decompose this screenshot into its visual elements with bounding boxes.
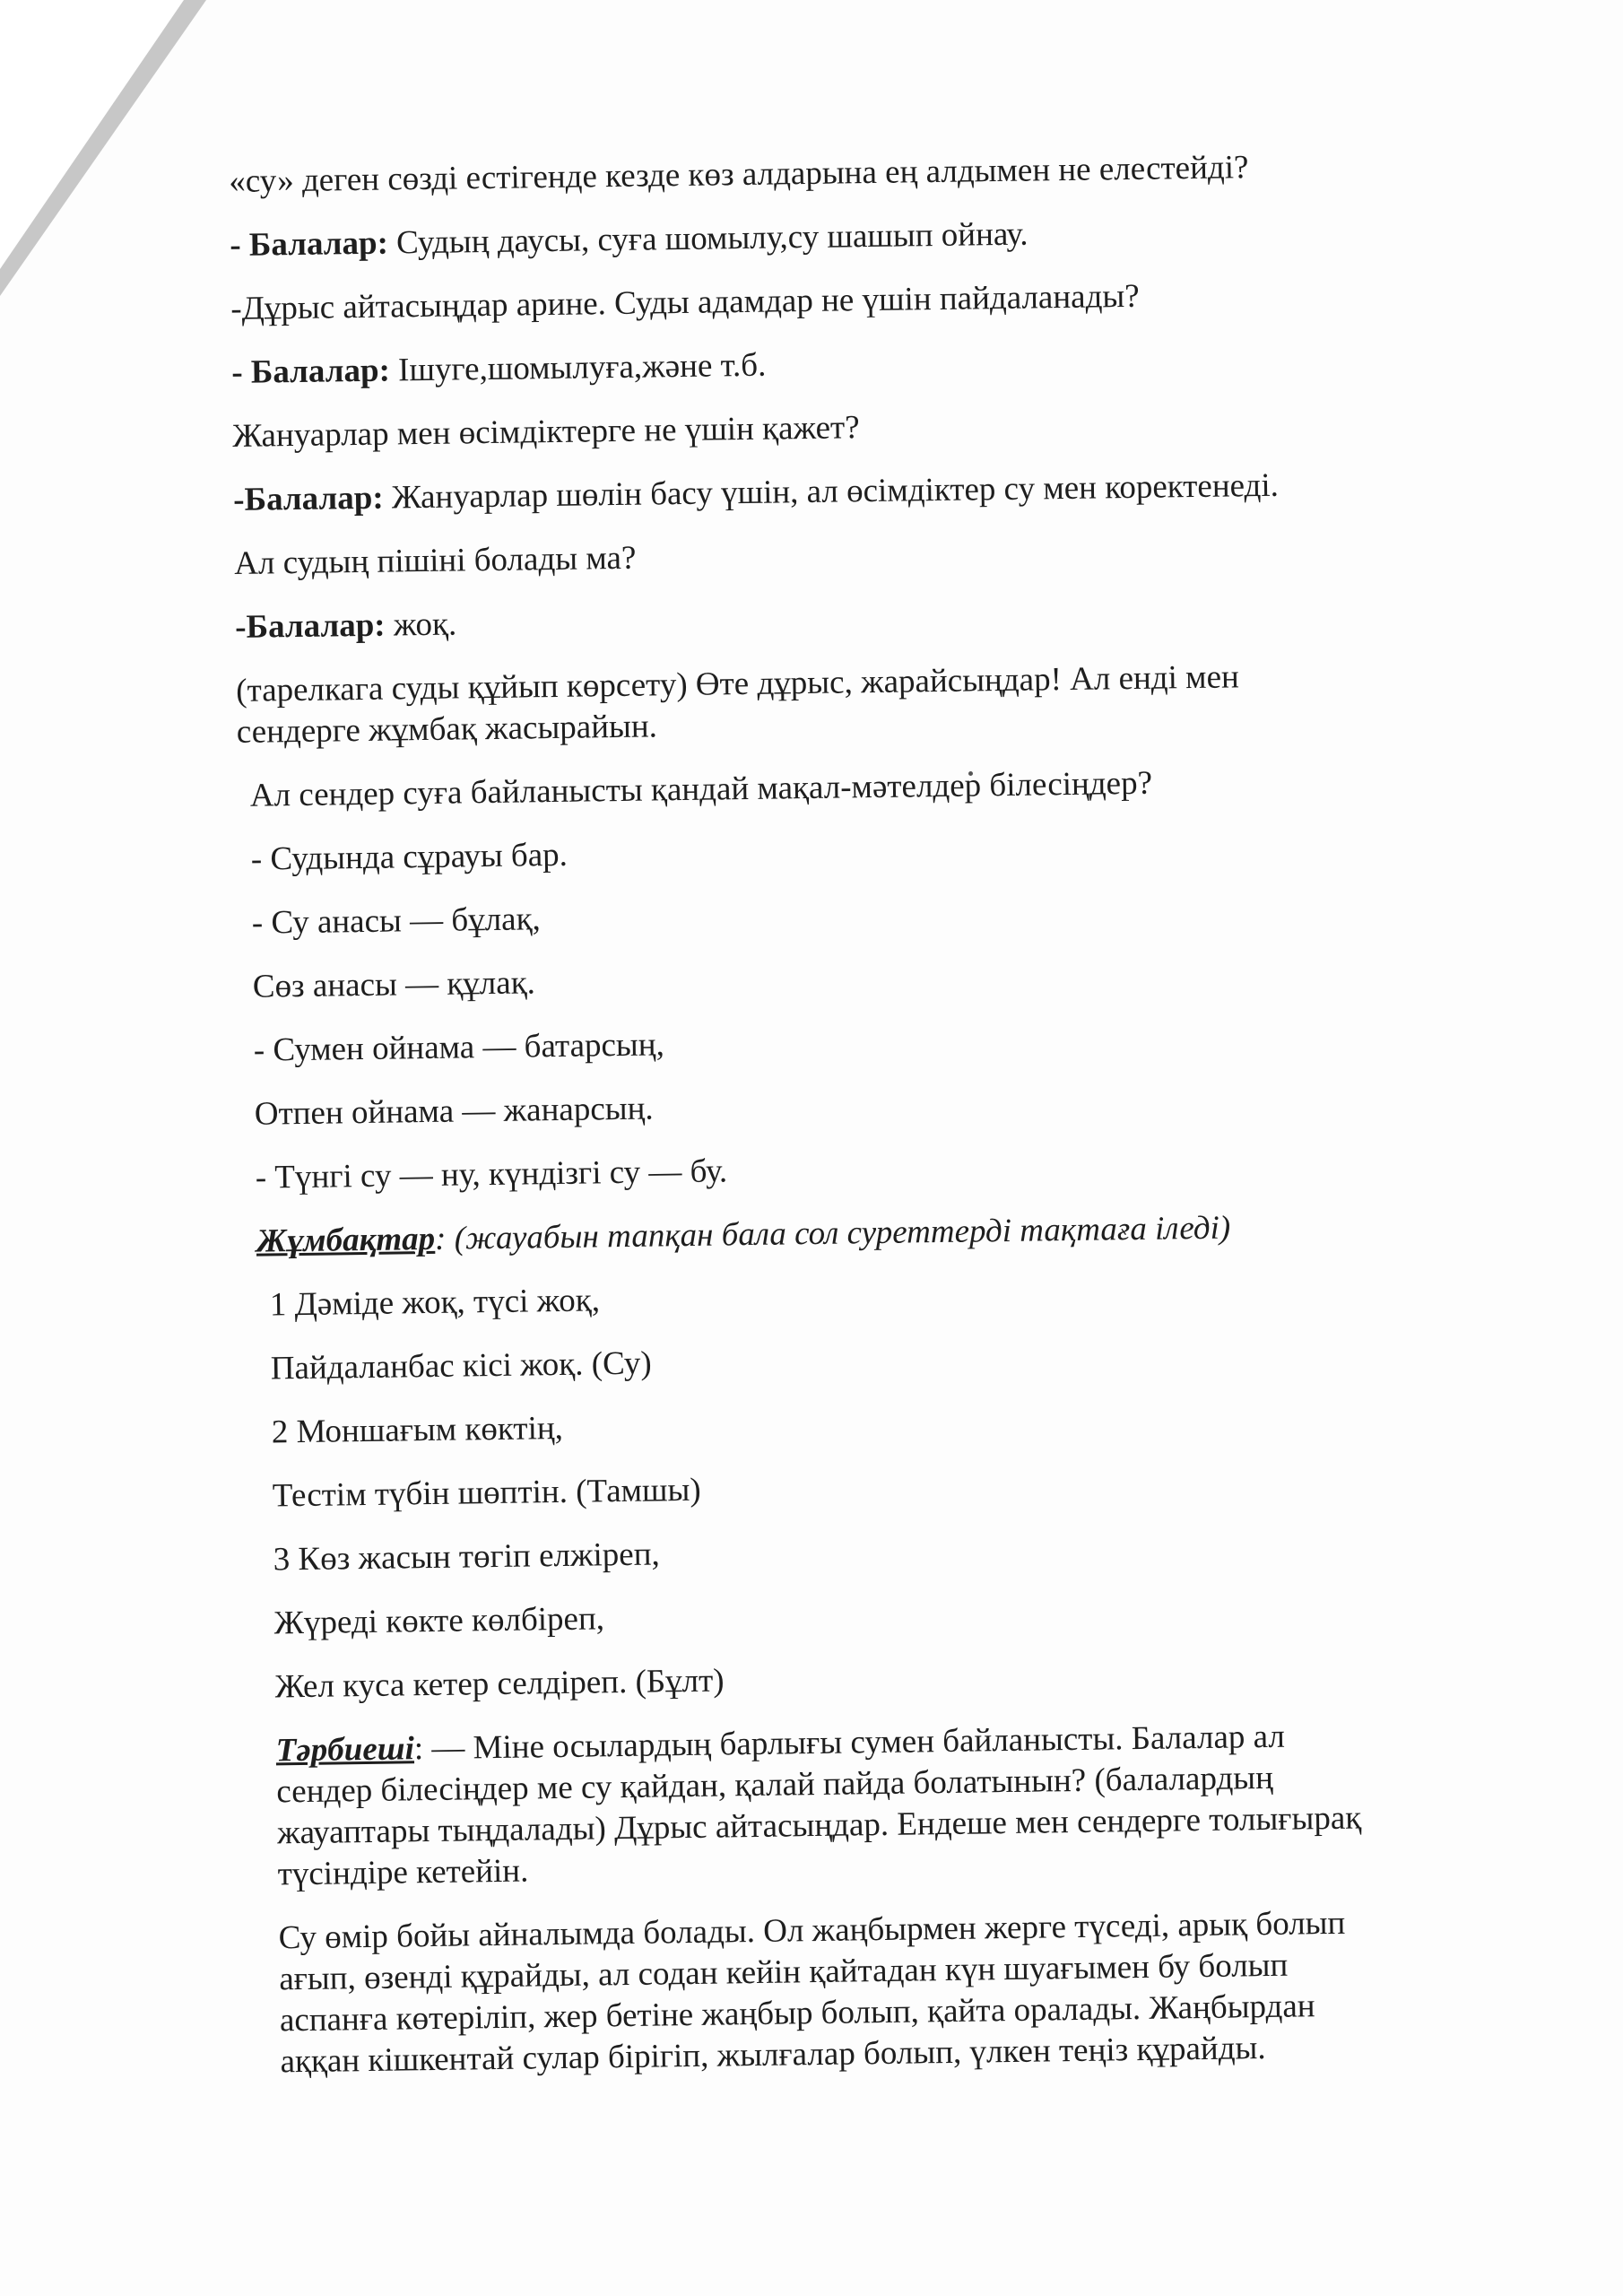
proverb-line: - Су анасы — бұлақ,: [251, 900, 542, 942]
riddle-line: Тестім түбін шөптін. (Тамшы): [272, 1471, 701, 1515]
document-body: [229, 143, 1592, 2083]
instruction-line: (тарелкага суды құйып көрсету) Өте дұрыс, жарайсыңдар! Ал енді мен: [235, 658, 1240, 709]
answer-line: [230, 206, 1566, 266]
riddles-note: : (жауабын тапқан бала сол суреттерді тақтаға іледі): [434, 1209, 1231, 1257]
riddles-title: Жұмбақтар: [256, 1220, 436, 1260]
answer-line: [233, 461, 1569, 521]
question-line: Ал судың пішіні болады ма?: [233, 539, 637, 582]
water-cycle-paragraph-line: ағып, өзенді құрайды, ал содан кейін қайтадан күн шуағымен бу болып: [279, 1946, 1289, 1998]
teacher-label: Тәрбиеші: [275, 1730, 415, 1770]
speaker-label: - Балалар:: [231, 352, 391, 391]
proverb-line: Сөз анасы — құлақ.: [252, 964, 536, 1005]
speaker-label: -Балалар:: [232, 479, 384, 518]
proverb-line: - Судында сұрауы бар.: [250, 836, 568, 878]
riddle-line: Жел куса кетер селдіреп. (Бұлт): [274, 1662, 725, 1706]
folded-corner-highlight: [0, 0, 184, 269]
water-cycle-paragraph-line: аққан кішкентай сулар бірігіп, жылғалар болып, үлкен теңіз құрайды.: [280, 2030, 1266, 2081]
proverb-line: - Түнгі су — ну, күндізгі су — бу.: [255, 1152, 728, 1196]
proverb-line: Отпен ойнама — жанарсың.: [254, 1090, 654, 1133]
question-line: «су» деген сөзді естігенде кезде көз алдарына ең алдымен не елестейді?: [229, 149, 1249, 200]
riddle-line: 1 Дәміде жоқ, түсі жоқ,: [269, 1282, 601, 1324]
answer-line: [235, 588, 1571, 648]
question-line: -Дұрыс айтасыңдар арине. Суды адамдар не үшін пайдаланады?: [230, 277, 1140, 327]
answer-text: Судың даусы, суға шомылу,су шашып ойнау.: [387, 215, 1028, 262]
teacher-paragraph-line: түсіндіре кетейін.: [277, 1852, 529, 1893]
riddle-line: 3 Көз жасын төгіп елжіреп,: [273, 1535, 661, 1578]
teacher-paragraph-line: сендер білесіңдер ме су қайдан, қалай пайда болатынын? (балалардың: [276, 1759, 1274, 1811]
teacher-text: : — Міне осылардың барлығы сумен байланысты. Балалар ал: [413, 1718, 1286, 1768]
instruction-line: сендерге жұмбақ жасырайын.: [236, 708, 658, 751]
proverb-line: - Сумен ойнама — батарсың,: [253, 1026, 665, 1069]
water-cycle-paragraph-line: аспанға көтеріліп, жер бетіне жаңбыр болып, қайта оралады. Жаңбырдан: [279, 1987, 1315, 2039]
answer-text: Жануарлар шөлін басу үшін, ал өсімдіктер су мен коректенеді.: [383, 466, 1280, 517]
riddles-heading: [244, 1203, 1580, 1263]
answer-text: Ішуге,шомылуға,және т.б.: [389, 346, 767, 389]
riddle-line: 2 Моншағым көктің,: [271, 1409, 564, 1451]
question-line: Ал сендер суға байланысты қандай мақал-мәтелдер білесіңдер?: [249, 764, 1153, 814]
speaker-label: - Балалар:: [230, 224, 389, 264]
riddle-line: Пайдаланбас кісі жоқ. (Су): [270, 1344, 652, 1387]
riddle-line: Жүреді көкте көлбіреп,: [273, 1600, 605, 1642]
answer-text: жоқ.: [385, 605, 457, 644]
speaker-label: -Балалар:: [234, 606, 386, 646]
teacher-paragraph-line: жауаптары тыңдалады) Дұрыс айтасыңдар. Ендеше мен сендерге толығырақ: [276, 1799, 1362, 1852]
answer-line: [231, 334, 1567, 394]
water-cycle-paragraph-line: Су өмір бойы айналымда болады. Ол жаңбырмен жерге түседі, арық болып: [278, 1904, 1346, 1957]
question-line: Жануарлар мен өсімдіктерге не үшін қажет?: [231, 409, 860, 455]
